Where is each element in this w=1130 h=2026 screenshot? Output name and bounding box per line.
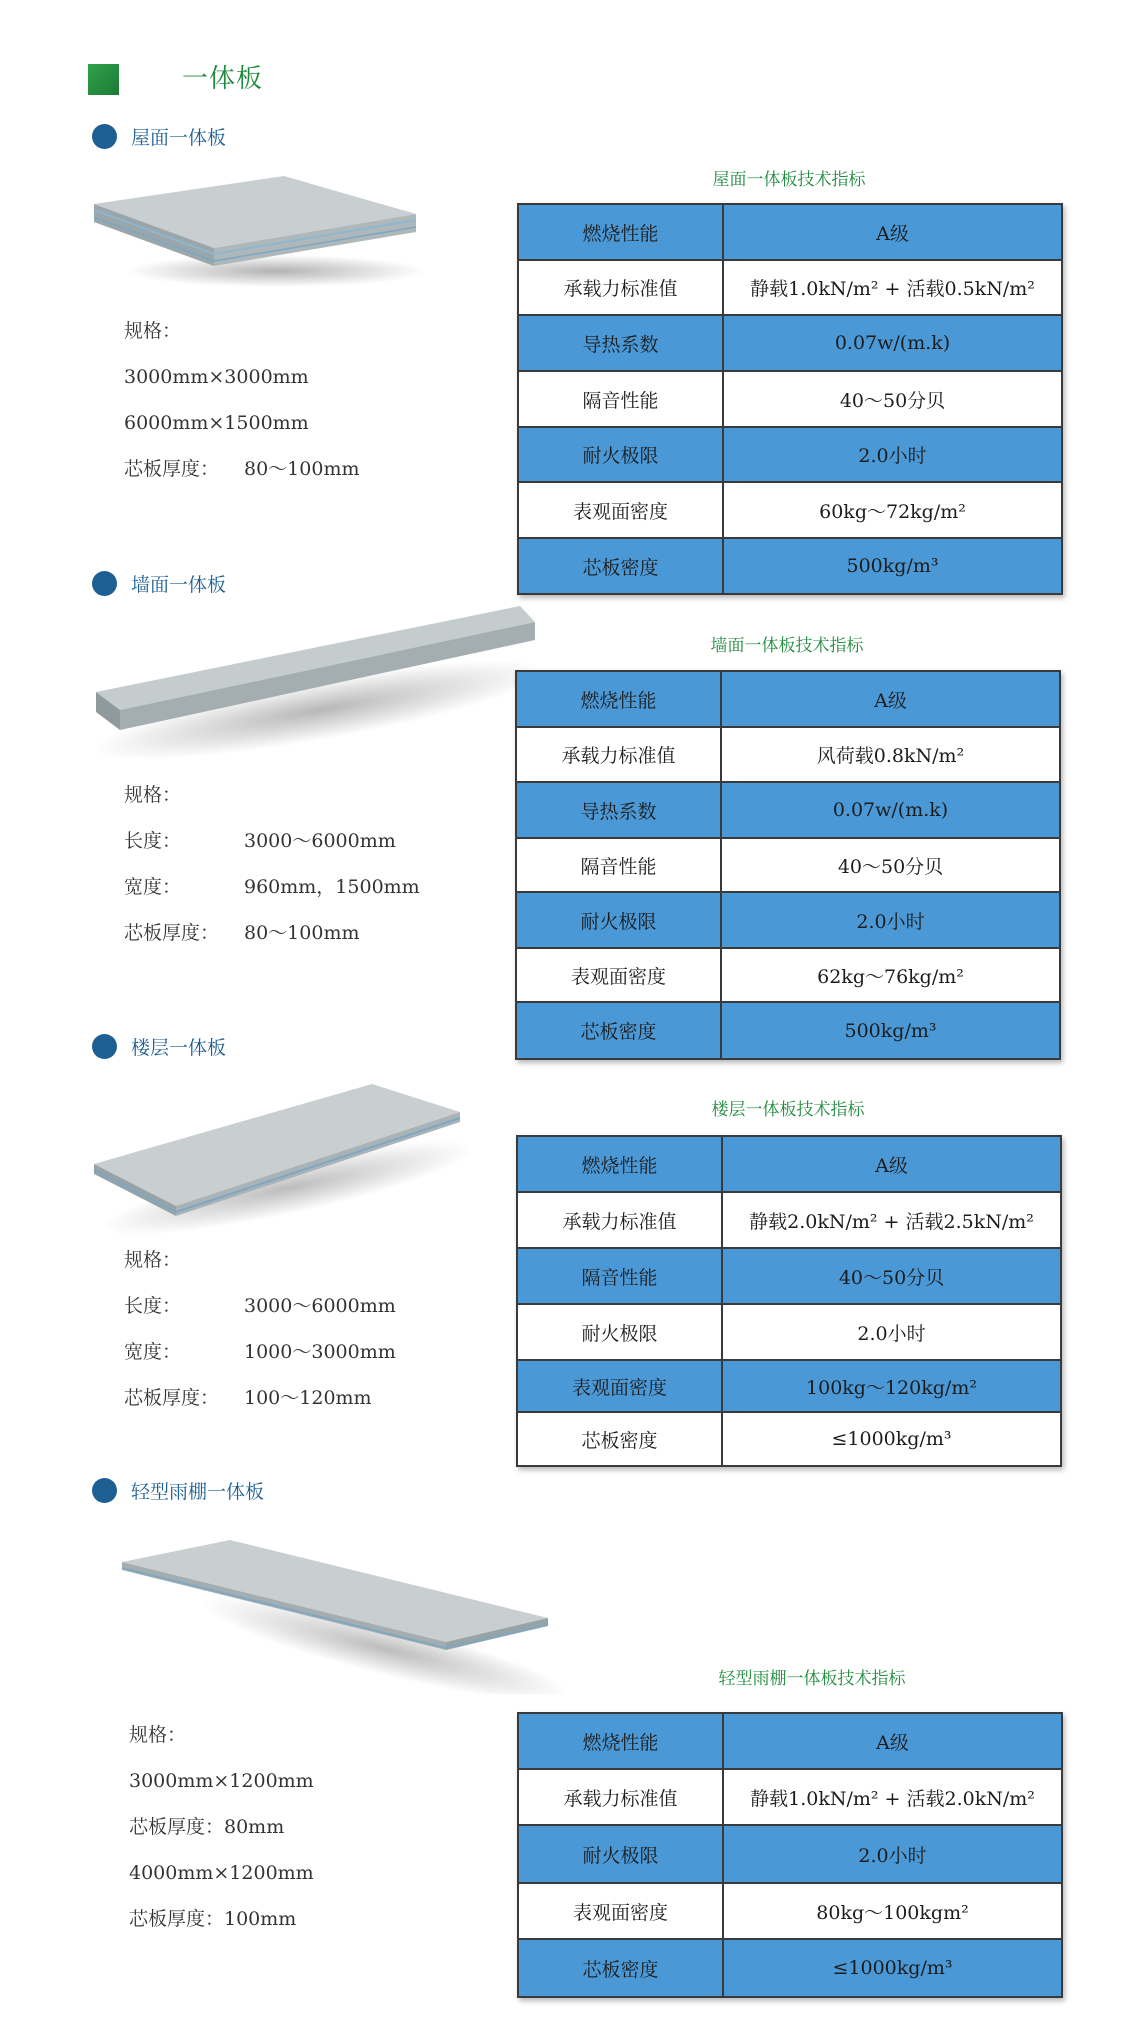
spec-row: 3000mm×3000mm <box>124 366 309 388</box>
spec-row: 宽度： 960mm，1500mm <box>124 876 420 898</box>
bullet-dot-icon <box>92 571 117 596</box>
section-title: 屋面一体板 <box>131 126 227 149</box>
table-row: 导热系数 0.07w/(m.k) <box>517 783 1059 839</box>
bullet-dot-icon <box>92 1478 117 1503</box>
floor-panel-image <box>88 1078 488 1238</box>
roof-specs <box>124 308 359 492</box>
table-row: 承载力标准值 静载2.0kN/m² + 活载2.5kN/m² <box>518 1193 1060 1249</box>
tech-table-floor <box>516 1135 1062 1467</box>
spec-row: 芯板厚度： 80～100mm <box>124 458 360 480</box>
spec-row: 4000mm×1200mm <box>129 1862 314 1884</box>
table-row: 隔音性能 40～50分贝 <box>519 372 1061 428</box>
spec-row: 芯板厚度： 80～100mm <box>124 922 360 944</box>
table-row: 承载力标准值 静载1.0kN/m² + 活载0.5kN/m² <box>519 261 1061 316</box>
wall-specs <box>124 772 420 956</box>
spec-row: 芯板厚度：80mm <box>129 1816 285 1838</box>
table-row: 芯板密度 ≤1000kg/m³ <box>518 1413 1060 1465</box>
table-row: 耐火极限 2.0小时 <box>518 1305 1060 1361</box>
wall-panel-image <box>90 600 550 770</box>
table-title-wall: 墙面一体板技术指标 <box>710 636 864 656</box>
bullet-dot-icon <box>92 124 117 149</box>
title-marker <box>88 64 119 95</box>
canopy-panel-image <box>116 1534 566 1694</box>
spec-row: 宽度： 1000～3000mm <box>124 1341 396 1363</box>
tech-table-canopy <box>517 1712 1063 1998</box>
table-row: 耐火极限 2.0小时 <box>517 893 1059 949</box>
tech-table-wall <box>515 670 1061 1060</box>
table-row: 芯板密度 ≤1000kg/m³ <box>519 1940 1061 1996</box>
section-title: 楼层一体板 <box>131 1036 227 1059</box>
table-row: 导热系数 0.07w/(m.k) <box>519 316 1061 372</box>
table-row: 表观面密度 62kg～76kg/m² <box>517 949 1059 1003</box>
table-row: 承载力标准值 静载1.0kN/m² + 活载2.0kN/m² <box>519 1770 1061 1826</box>
section-heading-wall <box>92 569 226 597</box>
table-row: 燃烧性能 A级 <box>519 205 1061 261</box>
section-heading-canopy <box>92 1476 264 1504</box>
spec-row: 长度： 3000～6000mm <box>124 830 396 852</box>
spec-row: 规格： <box>129 1724 187 1746</box>
table-row: 表观面密度 100kg～120kg/m² <box>518 1361 1060 1413</box>
spec-row: 规格： <box>124 1249 182 1271</box>
canopy-specs <box>129 1712 314 1942</box>
table-row: 承载力标准值 风荷载0.8kN/m² <box>517 728 1059 783</box>
table-row: 表观面密度 80kg～100kgm² <box>519 1884 1061 1940</box>
table-title-floor: 楼层一体板技术指标 <box>711 1100 865 1120</box>
section-heading-floor <box>92 1032 226 1060</box>
floor-specs <box>124 1237 396 1421</box>
tech-table-roof <box>517 203 1063 595</box>
spec-row: 3000mm×1200mm <box>129 1770 314 1792</box>
page-title: 一体板 <box>182 64 264 94</box>
table-row: 耐火极限 2.0小时 <box>519 428 1061 483</box>
section-heading-roof <box>92 122 226 150</box>
table-row: 燃烧性能 A级 <box>519 1714 1061 1770</box>
roof-panel-image <box>86 168 436 293</box>
table-row: 表观面密度 60kg～72kg/m² <box>519 483 1061 539</box>
section-title: 轻型雨棚一体板 <box>131 1480 265 1503</box>
table-row: 燃烧性能 A级 <box>517 672 1059 728</box>
table-title-roof: 屋面一体板技术指标 <box>712 170 866 190</box>
table-row: 芯板密度 500kg/m³ <box>517 1003 1059 1058</box>
table-row: 隔音性能 40～50分贝 <box>517 839 1059 893</box>
spec-row: 长度： 3000～6000mm <box>124 1295 396 1317</box>
table-row: 耐火极限 2.0小时 <box>519 1826 1061 1884</box>
bullet-dot-icon <box>92 1034 117 1059</box>
spec-row: 规格： <box>124 320 182 342</box>
spec-row: 6000mm×1500mm <box>124 412 309 434</box>
spec-row: 芯板厚度：100mm <box>129 1908 297 1930</box>
section-title: 墙面一体板 <box>131 573 227 596</box>
table-row: 芯板密度 500kg/m³ <box>519 539 1061 593</box>
table-row: 隔音性能 40～50分贝 <box>518 1249 1060 1305</box>
table-row: 燃烧性能 A级 <box>518 1137 1060 1193</box>
spec-row: 规格： <box>124 784 182 806</box>
table-title-canopy: 轻型雨棚一体板技术指标 <box>718 1669 906 1689</box>
spec-row: 芯板厚度： 100～120mm <box>124 1387 372 1409</box>
